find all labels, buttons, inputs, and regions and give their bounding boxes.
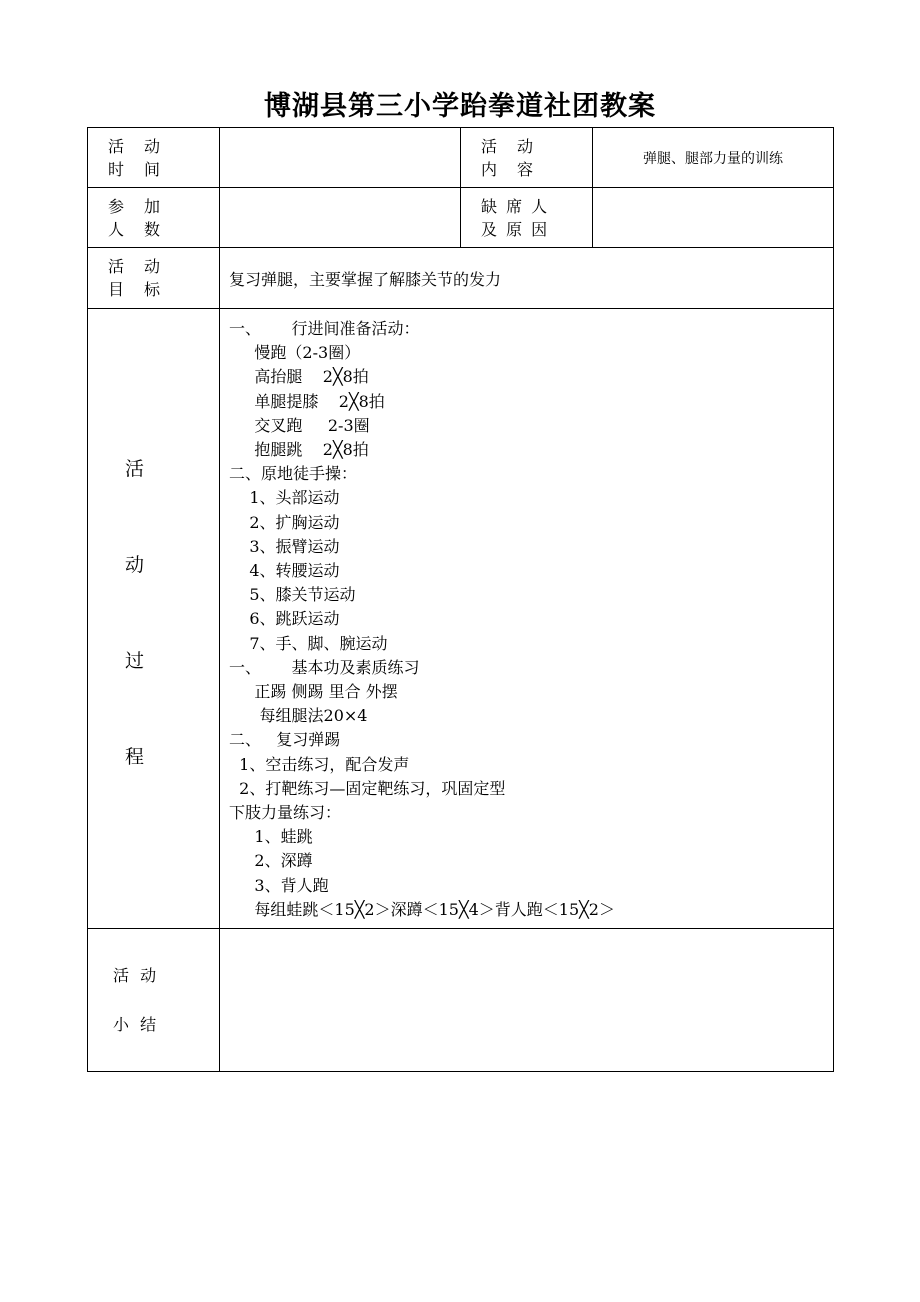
process-line: 1、空击练习，配合发声	[229, 754, 410, 774]
process-line: 二、原地徒手操：	[229, 464, 358, 484]
summary-value-cell[interactable]	[220, 929, 834, 1072]
goal-label-cell	[88, 248, 220, 309]
content-label-line-1: 活 动	[481, 136, 536, 156]
process-line: 二、 复习弹踢	[229, 730, 341, 750]
process-line: 交叉跑 2-3圈	[229, 415, 370, 435]
participants-value-cell[interactable]	[220, 188, 461, 248]
process-line: 高抬腿 2╳8拍	[229, 367, 369, 387]
process-line: 3、振臂运动	[229, 536, 340, 556]
summary-label-line-1: 活 动	[113, 966, 160, 986]
process-line: 6、跳跃运动	[229, 609, 340, 629]
process-line: 正踢 侧踢 里合 外摆	[229, 682, 398, 702]
content-value-cell: 弹腿、腿部力量的训练	[593, 128, 834, 188]
page-title: 博湖县第三小学跆拳道社团教案	[264, 91, 656, 122]
process-line: 7、手、脚、腕运动	[229, 633, 388, 653]
process-line: 2、打靶练习—固定靶练习，巩固定型	[229, 778, 506, 798]
process-line: 一、 基本功及素质练习	[229, 657, 420, 677]
time-label-cell	[88, 128, 220, 188]
goal-label-line-2: 目 标	[108, 280, 163, 299]
process-line: 抱腿跳 2╳8拍	[229, 440, 369, 460]
time-value-cell[interactable]	[220, 128, 461, 188]
process-label-char-1: 活	[125, 458, 145, 480]
absent-label-line-1: 缺 席 人	[481, 196, 550, 216]
absent-label-line-2: 及 原 因	[481, 219, 550, 239]
process-line: 5、膝关节运动	[229, 585, 356, 605]
process-line: 2、深蹲	[229, 851, 313, 871]
process-line: 每组腿法20×4	[229, 706, 368, 726]
absent-label-cell	[461, 188, 593, 248]
absent-value-cell[interactable]	[593, 188, 834, 248]
process-line: 每组蛙跳＜15╳2＞深蹲＜15╳4＞背人跑＜15╳2＞	[229, 899, 615, 919]
process-label-char-2: 动	[125, 554, 145, 576]
participants-row	[88, 188, 834, 248]
lesson-plan-table	[87, 127, 834, 1072]
process-line: 慢跑（2-3圈）	[229, 343, 361, 363]
process-line: 单腿提膝 2╳8拍	[229, 391, 385, 411]
process-line: 一、 行进间准备活动：	[229, 319, 420, 338]
summary-row	[88, 929, 834, 1072]
process-label-char-3: 过	[125, 650, 145, 672]
summary-label-line-2: 小 结	[113, 1015, 160, 1035]
process-content-cell	[220, 309, 834, 929]
goal-value-cell: 复习弹腿，主要掌握了解膝关节的发力	[220, 248, 834, 309]
time-label-line-1: 活 动	[108, 136, 163, 156]
process-line: 3、背人跑	[229, 875, 329, 895]
process-label-cell	[88, 309, 220, 929]
process-line: 1、头部运动	[229, 488, 340, 508]
process-line: 1、蛙跳	[229, 827, 313, 847]
goal-row	[88, 248, 834, 309]
participants-label-cell	[88, 188, 220, 248]
goal-label-line-1: 活 动	[108, 257, 163, 276]
process-row	[88, 309, 834, 929]
time-content-row	[88, 128, 834, 188]
content-label-cell	[461, 128, 593, 188]
process-label-char-4: 程	[125, 746, 145, 768]
process-line: 下肢力量练习：	[229, 803, 342, 823]
time-label-line-2: 时 间	[108, 159, 163, 179]
participants-label-line-1: 参 加	[108, 196, 163, 216]
participants-label-line-2: 人 数	[108, 219, 163, 239]
process-line: 4、转腰运动	[229, 561, 340, 581]
summary-label-cell	[88, 929, 220, 1072]
content-label-line-2: 内 容	[481, 159, 536, 179]
process-line: 2、扩胸运动	[229, 512, 340, 532]
process-lines	[220, 309, 833, 928]
